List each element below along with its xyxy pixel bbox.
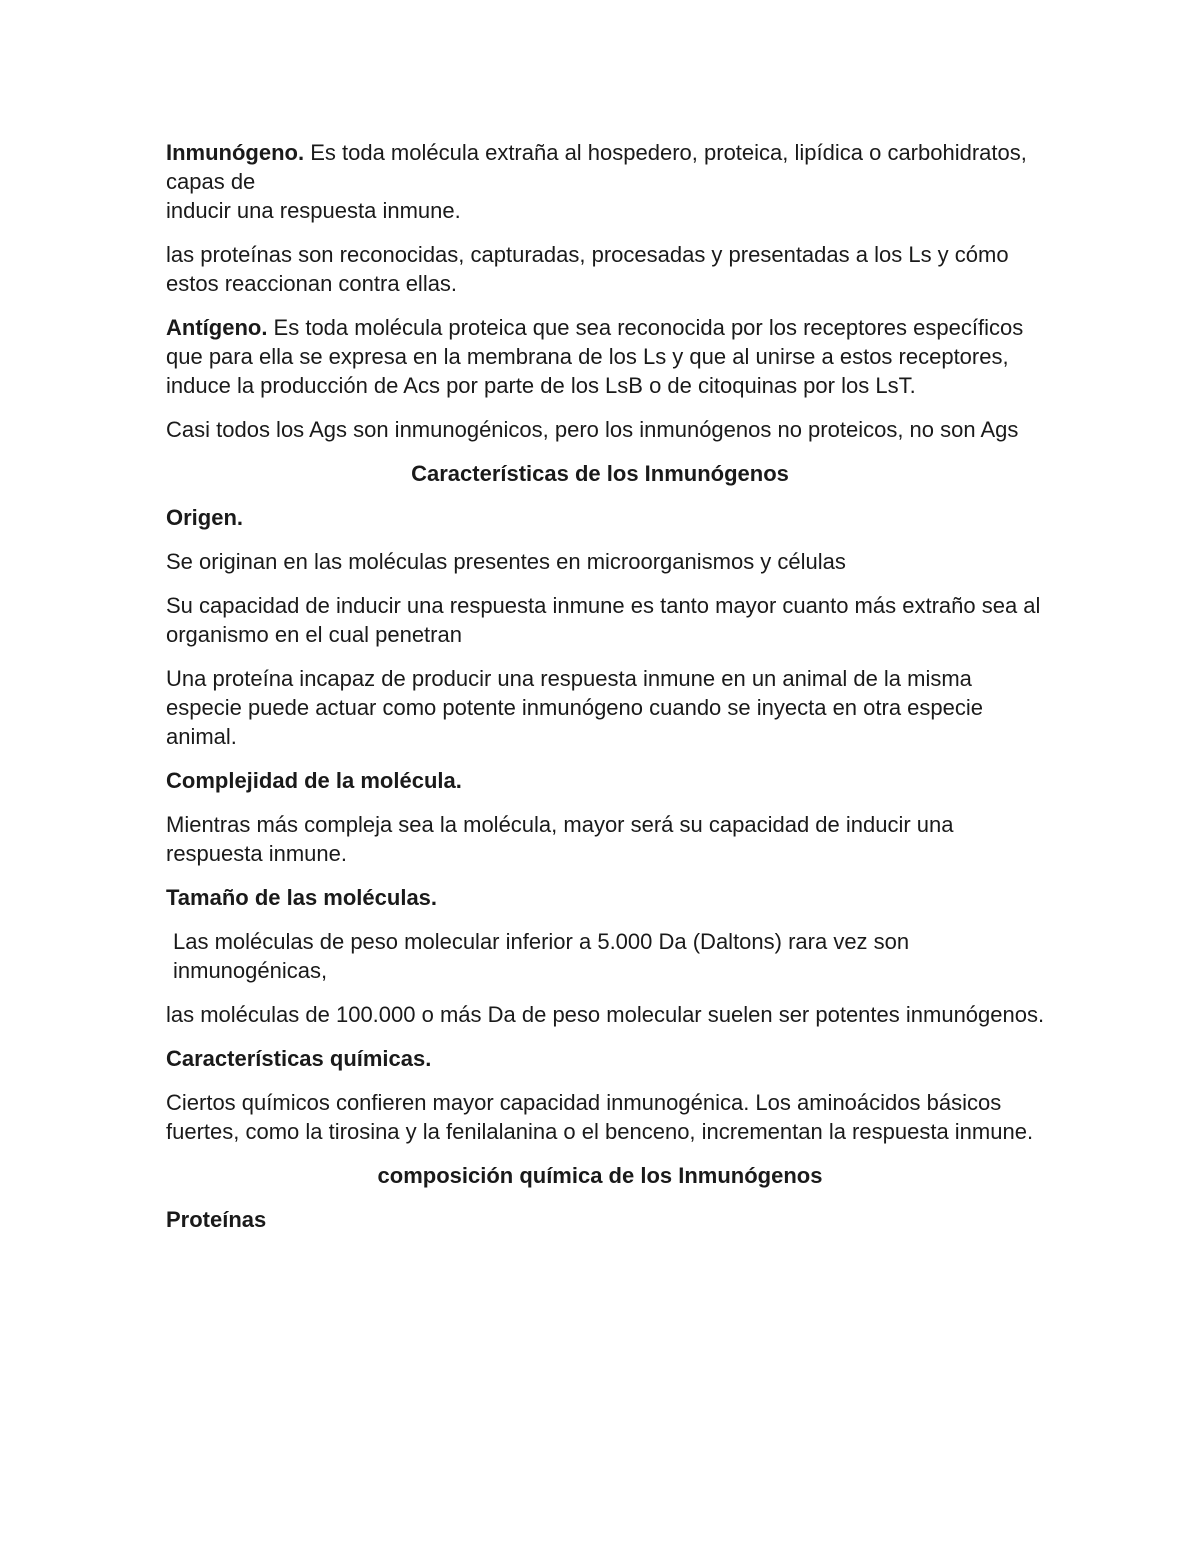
heading-complejidad: Complejidad de la molécula. (166, 768, 462, 793)
inmunogeno-definition: Es toda molécula extraña al hospedero, proteica, lipídica o carbohidratos, capas de (166, 140, 1027, 194)
heading-proteinas: Proteínas (166, 1207, 267, 1232)
heading-origen: Origen. (166, 505, 244, 530)
section-title-composicion: composición química de los Inmunógenos (377, 1163, 823, 1188)
paragraph-proteinas-reconocidas: las proteínas son reconocidas, capturadas, procesadas y presentadas a los Ls y cómo estos reaccionan contra ellas. (166, 242, 1009, 296)
term-antigeno: Antígeno. (166, 315, 268, 340)
heading-tamano: Tamaño de las moléculas. (166, 885, 438, 910)
term-inmunogeno: Inmunógeno. (166, 140, 305, 165)
paragraph-quimicas-1: Ciertos químicos confieren mayor capacidad inmunogénica. Los aminoácidos básicos fuertes, como la tirosina y la fenilalanina o el benceno, incrementan la respuesta inmune. (166, 1090, 1034, 1144)
paragraph-antigeno (166, 313, 1046, 400)
antigeno-definition: Es toda molécula proteica que sea reconocida por los receptores específicos que para ella se expresa en la membrana de los Ls y que al unirse a estos receptores, induce la producción de Acs por parte de los LsB o de citoquinas por los LsT. (166, 315, 1024, 398)
paragraph-tamano-2: las moléculas de 100.000 o más Da de peso molecular suelen ser potentes inmunógenos. (166, 1002, 1045, 1027)
paragraph-origen-1: Se originan en las moléculas presentes en microorganismos y células (166, 549, 846, 574)
heading-quimicas: Características químicas. (166, 1046, 432, 1071)
document-page (166, 138, 1046, 1249)
paragraph-origen-2: Su capacidad de inducir una respuesta inmune es tanto mayor cuanto más extraño sea al organismo en el cual penetran (166, 593, 1041, 647)
section-title-caracteristicas: Características de los Inmunógenos (411, 461, 789, 486)
paragraph-tamano-1: Las moléculas de peso molecular inferior a 5.000 Da (Daltons) rara vez son inmunogénicas, (173, 929, 910, 983)
paragraph-inmunogeno (166, 138, 1046, 196)
paragraph-complejidad-1: Mientras más compleja sea la molécula, mayor será su capacidad de inducir una respuesta inmune. (166, 812, 954, 866)
paragraph-inmunogeno-cont: inducir una respuesta inmune. (166, 198, 461, 223)
paragraph-ags: Casi todos los Ags son inmunogénicos, pero los inmunógenos no proteicos, no son Ags (166, 417, 1019, 442)
paragraph-origen-3: Una proteína incapaz de producir una respuesta inmune en un animal de la misma especie puede actuar como potente inmunógeno cuando se inyecta en otra especie animal. (166, 666, 984, 749)
